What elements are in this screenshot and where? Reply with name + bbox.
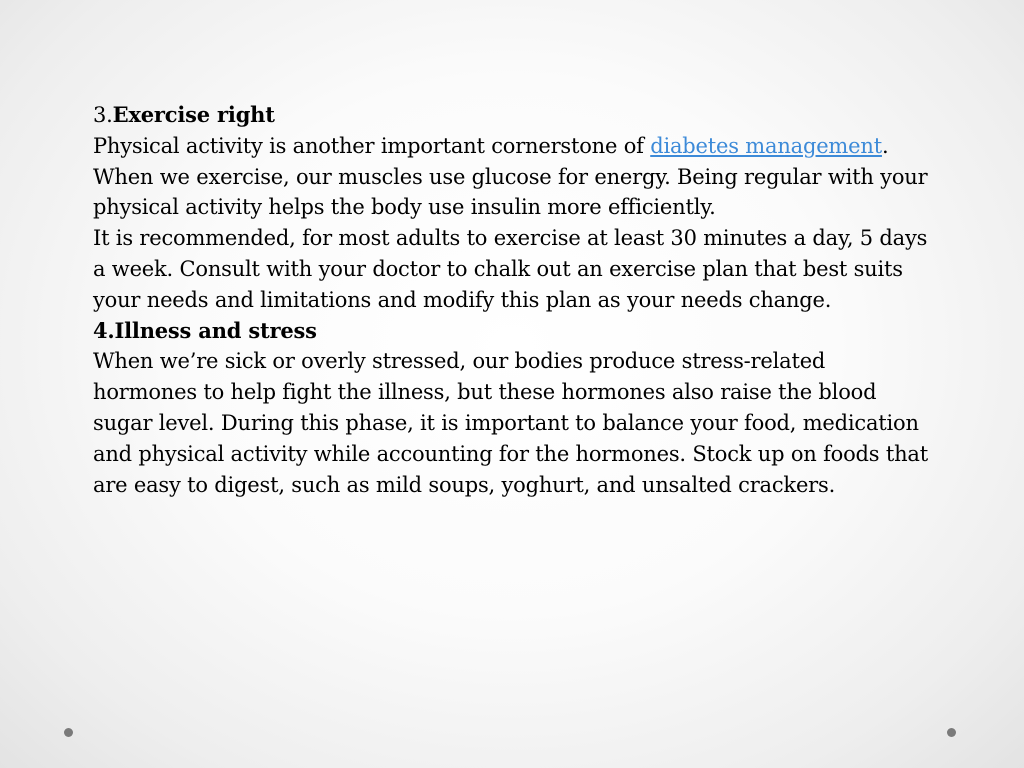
section-3-paragraph-2: It is recommended, for most adults to exercise at least 30 minutes a day, 5 days a week. Consult with your doctor to chalk out an exercise plan that best suits your needs and limitations and modify this plan as your needs change.: [93, 226, 928, 312]
decorative-dot-right: [947, 728, 956, 737]
section-3-title: Exercise right: [112, 102, 275, 127]
section-3-number: 3.: [93, 103, 113, 127]
paragraph-text: . When we exercise, our muscles use glucose for energy. Being regular with your physical activity helps the body use insulin more efficiently.: [93, 133, 928, 220]
paragraph-text: Physical activity is another important cornerstone of: [93, 133, 651, 158]
section-3-paragraph-1: [93, 131, 933, 223]
decorative-dot-left: [64, 728, 73, 737]
section-4-paragraph-1: When we’re sick or overly stressed, our bodies produce stress-related hormones to help fight the illness, but these hormones also raise the blood sugar level. During this phase, it is important to balance your food, medication and physical activity while accounting for the hormones. Stock up on foods that are easy to digest, such as mild soups, yoghurt, and unsalted crackers.: [93, 349, 928, 497]
diabetes-management-link[interactable]: diabetes management: [650, 133, 882, 158]
slide-body: [93, 100, 933, 500]
section-4-heading: 4.Illness and stress: [93, 317, 317, 343]
section-3-heading: [93, 100, 933, 131]
